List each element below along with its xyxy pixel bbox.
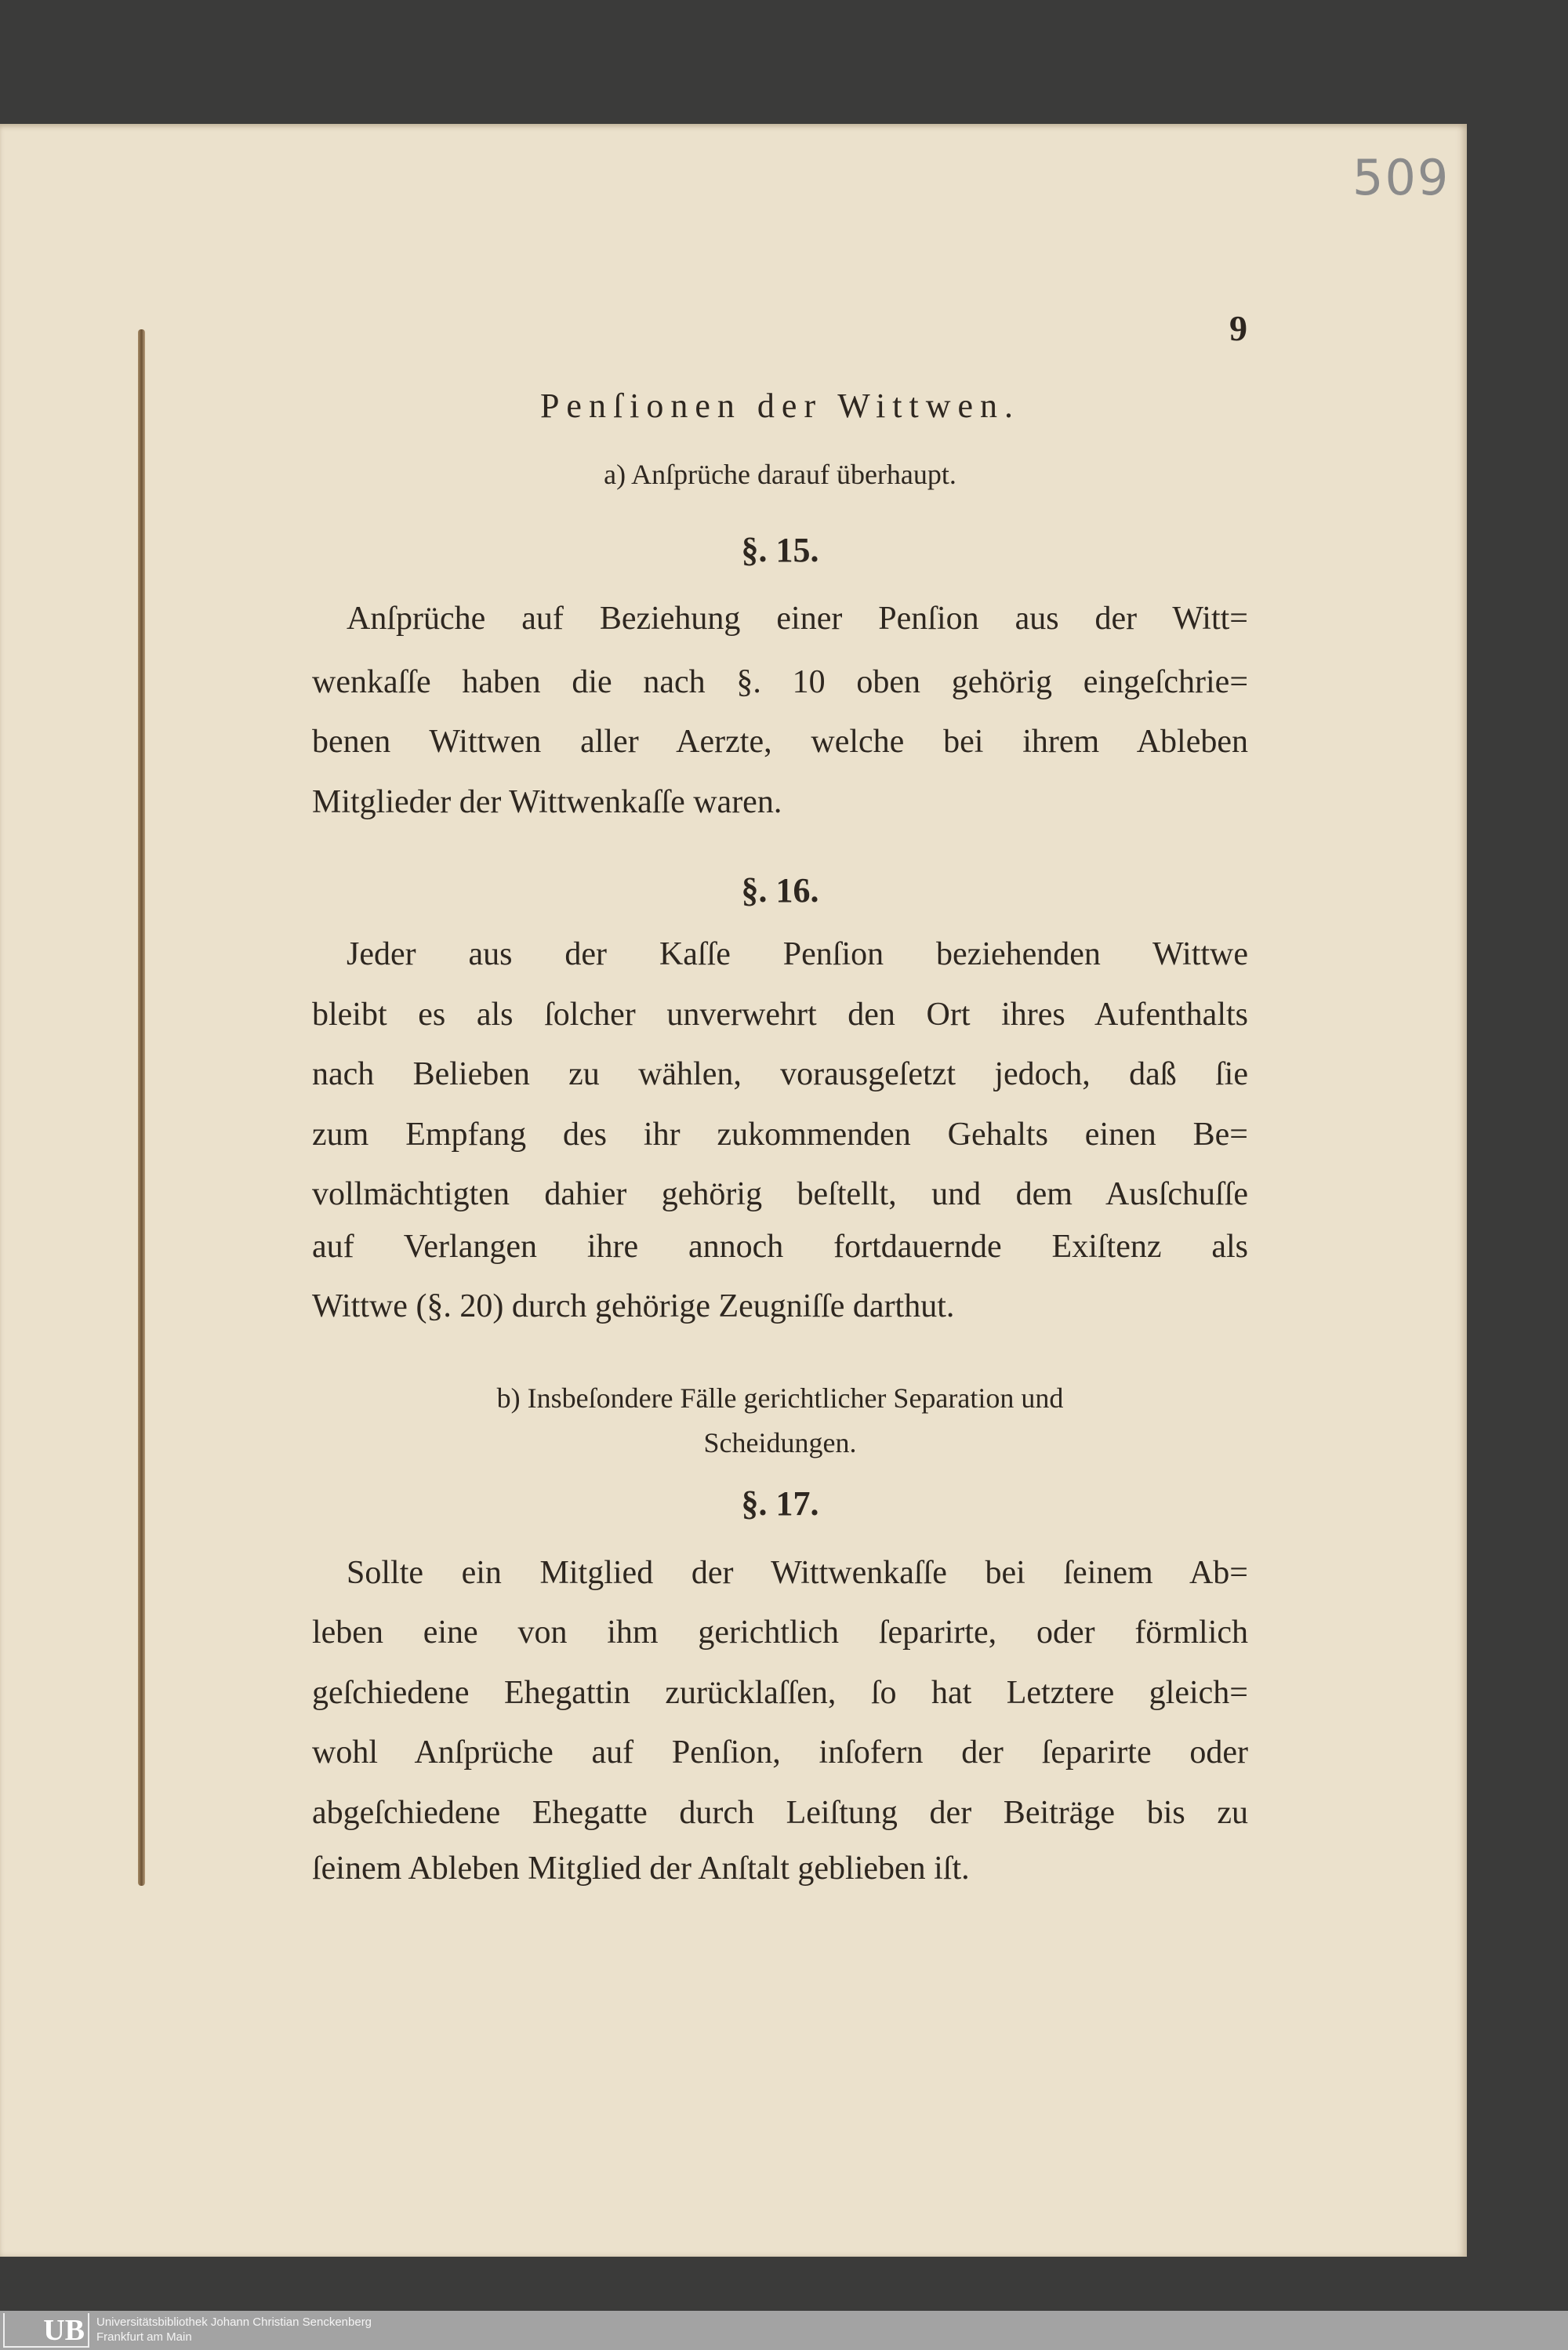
section-15-line: Mitglieder der Wittwenkaſſe waren. [312,784,782,820]
page-number: 9 [1229,308,1247,348]
section-16-line: zum Empfang des ihr zukommenden Gehalts einen Be= [312,1117,1248,1153]
section-16-line: nach Belieben zu wählen, vorausgeſetzt jedoch, daß ſie [312,1056,1248,1092]
section-16-line: bleibt es als ſolcher unverwehrt den Ort ihres Aufenthalts [312,997,1248,1033]
section-15-line: wenkaſſe haben die nach §. 10 oben gehörig eingeſchrie= [312,664,1248,700]
library-city: Frankfurt am Main [96,2330,192,2344]
section-15-line: Anſprüche auf Beziehung einer Penſion aus der Witt= [347,601,1248,637]
subheading-a: a) Anſprüche darauf überhaupt. [604,459,956,490]
pencil-folio-number: 509 [1352,149,1450,206]
section-16-line: Wittwe (§. 20) durch gehörige Zeugniſſe darthut. [312,1288,955,1324]
section-15-line: benen Wittwen aller Aerzte, welche bei ihrem Ableben [312,724,1248,760]
subheading-b-line: b) Insbeſondere Fälle gerichtlicher Separation und [496,1382,1064,1414]
section-15-title: §. 15. [741,531,819,569]
section-17-line: wohl Anſprüche auf Penſion, inſofern der ſeparirte oder [312,1734,1248,1771]
library-footer-bar [0,2311,1568,2350]
library-name: Universitätsbibliothek Johann Christian Senckenberg [96,2315,372,2329]
section-17-title: §. 17. [741,1484,819,1523]
section-17-line: geſchiedene Ehegattin zurücklaſſen, ſo hat Letztere gleich= [312,1675,1248,1711]
section-17-line: Sollte ein Mitglied der Wittwenkaſſe bei ſeinem Ab= [347,1555,1248,1591]
section-16-title: §. 16. [741,871,819,910]
section-17-line: abgeſchiedene Ehegatte durch Leiſtung der Beiträge bis zu [312,1795,1248,1831]
section-16-line: auf Verlangen ihre annoch fortdauernde Exiſtenz als [312,1229,1248,1265]
section-17-line: ſeinem Ableben Mitglied der Anſtalt geblieben iſt. [312,1851,970,1887]
chapter-heading: Penſionen der Wittwen. [539,387,1021,425]
section-17-line: leben eine von ihm gerichtlich ſeparirte, oder förmlich [312,1614,1248,1651]
section-16-line: vollmächtigten dahier gehörig beſtellt, und dem Ausſchuſſe [312,1176,1248,1212]
subheading-b-line: Scheidungen. [703,1427,857,1458]
section-16-line: Jeder aus der Kaſſe Penſion beziehenden Wittwe [347,936,1248,972]
library-logo: UB [3,2313,89,2348]
